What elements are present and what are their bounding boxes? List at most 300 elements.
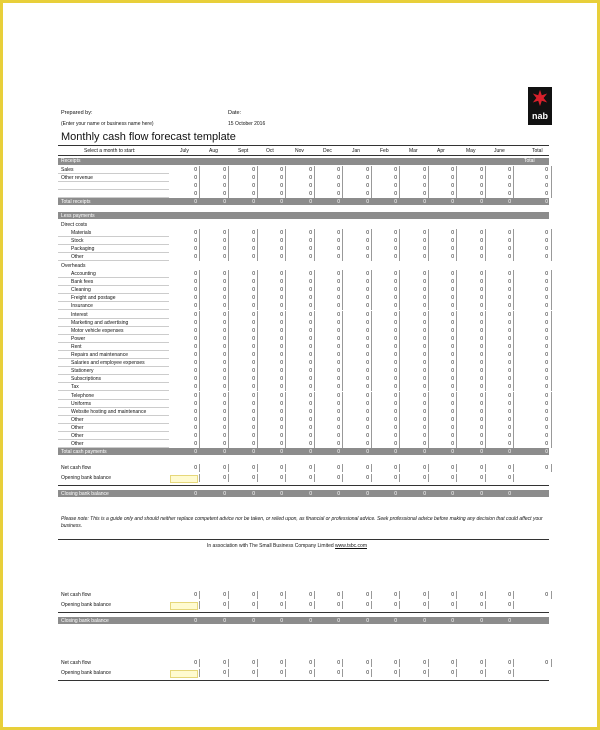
value-cell[interactable]: 0 [508, 465, 511, 471]
value-cell[interactable]: 0 [337, 238, 340, 244]
value-cell[interactable]: 0 [480, 279, 483, 286]
value-cell[interactable]: 0 [223, 183, 226, 189]
value-cell[interactable]: 0 [337, 424, 340, 431]
value-cell[interactable]: 0 [194, 311, 197, 318]
value-cell[interactable]: 0 [280, 424, 283, 431]
value-cell[interactable]: 0 [423, 191, 426, 197]
value-cell[interactable]: 0 [451, 384, 454, 391]
value-cell[interactable]: 0 [309, 368, 312, 375]
value-cell[interactable]: 0 [194, 384, 197, 391]
value-cell[interactable]: 0 [508, 368, 511, 375]
value-cell[interactable]: 0 [252, 465, 255, 471]
value-cell[interactable]: 0 [309, 392, 312, 399]
value-cell[interactable]: 0 [309, 670, 312, 676]
value-cell[interactable]: 0 [480, 183, 483, 189]
value-cell[interactable]: 0 [366, 175, 369, 181]
value-cell[interactable]: 0 [451, 465, 454, 471]
value-cell[interactable]: 0 [394, 238, 397, 244]
value-cell[interactable]: 0 [252, 191, 255, 197]
value-cell[interactable]: 0 [423, 660, 426, 666]
value-cell[interactable]: 0 [394, 491, 397, 497]
value-cell[interactable]: 0 [223, 384, 226, 391]
value-cell[interactable]: 0 [194, 167, 197, 173]
value-cell[interactable]: 0 [480, 465, 483, 471]
value-cell[interactable]: 0 [545, 271, 548, 277]
value-cell[interactable]: 0 [451, 327, 454, 334]
value-cell[interactable]: 0 [545, 254, 548, 260]
value-cell[interactable]: 0 [223, 191, 226, 197]
value-cell[interactable]: 0 [480, 303, 483, 310]
value-cell[interactable]: 0 [280, 392, 283, 399]
value-cell[interactable]: 0 [480, 592, 483, 598]
opening-balance-input[interactable] [170, 670, 198, 678]
value-cell[interactable]: 0 [252, 360, 255, 367]
value-cell[interactable]: 0 [366, 230, 369, 236]
value-cell[interactable]: 0 [366, 670, 369, 676]
value-cell[interactable]: 0 [309, 199, 312, 205]
value-cell[interactable]: 0 [280, 352, 283, 358]
value-cell[interactable]: 0 [337, 230, 340, 236]
value-cell[interactable]: 0 [223, 441, 226, 448]
value-cell[interactable]: 0 [223, 238, 226, 244]
value-cell[interactable]: 0 [480, 311, 483, 318]
value-cell[interactable]: 0 [309, 254, 312, 260]
value-cell[interactable]: 0 [366, 602, 369, 608]
value-cell[interactable]: 0 [394, 246, 397, 252]
value-cell[interactable]: 0 [252, 167, 255, 173]
value-cell[interactable]: 0 [480, 618, 483, 624]
value-cell[interactable]: 0 [252, 449, 255, 455]
value-cell[interactable]: 0 [366, 592, 369, 598]
value-cell[interactable]: 0 [545, 319, 548, 326]
value-cell[interactable]: 0 [252, 441, 255, 448]
value-cell[interactable]: 0 [337, 199, 340, 205]
value-cell[interactable]: 0 [480, 327, 483, 334]
value-cell[interactable]: 0 [280, 670, 283, 676]
value-cell[interactable]: 0 [223, 360, 226, 367]
value-cell[interactable]: 0 [194, 295, 197, 302]
value-cell[interactable]: 0 [280, 287, 283, 294]
value-cell[interactable]: 0 [451, 199, 454, 205]
value-cell[interactable]: 0 [337, 352, 340, 358]
value-cell[interactable]: 0 [223, 602, 226, 608]
value-cell[interactable]: 0 [451, 279, 454, 286]
value-cell[interactable]: 0 [366, 465, 369, 471]
value-cell[interactable]: 0 [451, 618, 454, 624]
value-cell[interactable]: 0 [394, 311, 397, 318]
value-cell[interactable]: 0 [309, 238, 312, 244]
value-cell[interactable]: 0 [423, 319, 426, 326]
value-cell[interactable]: 0 [545, 433, 548, 439]
value-cell[interactable]: 0 [394, 303, 397, 310]
value-cell[interactable]: 0 [194, 660, 197, 666]
value-cell[interactable]: 0 [194, 352, 197, 358]
value-cell[interactable]: 0 [508, 230, 511, 236]
value-cell[interactable]: 0 [223, 416, 226, 423]
value-cell[interactable]: 0 [394, 424, 397, 431]
value-cell[interactable]: 0 [451, 400, 454, 407]
value-cell[interactable]: 0 [508, 319, 511, 326]
value-cell[interactable]: 0 [508, 384, 511, 391]
value-cell[interactable]: 0 [366, 303, 369, 310]
value-cell[interactable]: 0 [309, 424, 312, 431]
value-cell[interactable]: 0 [423, 368, 426, 375]
value-cell[interactable]: 0 [480, 175, 483, 181]
value-cell[interactable]: 0 [194, 376, 197, 383]
value-cell[interactable]: 0 [337, 327, 340, 334]
value-cell[interactable]: 0 [451, 175, 454, 181]
value-cell[interactable]: 0 [223, 230, 226, 236]
value-cell[interactable]: 0 [252, 618, 255, 624]
value-cell[interactable]: 0 [508, 343, 511, 350]
value-cell[interactable]: 0 [337, 475, 340, 481]
value-cell[interactable]: 0 [480, 167, 483, 173]
value-cell[interactable]: 0 [423, 360, 426, 367]
value-cell[interactable]: 0 [394, 360, 397, 367]
value-cell[interactable]: 0 [309, 441, 312, 448]
value-cell[interactable]: 0 [480, 352, 483, 358]
value-cell[interactable]: 0 [223, 311, 226, 318]
value-cell[interactable]: 0 [309, 449, 312, 455]
value-cell[interactable]: 0 [223, 335, 226, 342]
value-cell[interactable]: 0 [194, 191, 197, 197]
value-cell[interactable]: 0 [480, 254, 483, 260]
value-cell[interactable]: 0 [394, 408, 397, 415]
value-cell[interactable]: 0 [223, 424, 226, 431]
value-cell[interactable]: 0 [337, 592, 340, 598]
value-cell[interactable]: 0 [337, 287, 340, 294]
value-cell[interactable]: 0 [451, 449, 454, 455]
value-cell[interactable]: 0 [309, 360, 312, 367]
value-cell[interactable]: 0 [309, 400, 312, 407]
value-cell[interactable]: 0 [280, 335, 283, 342]
value-cell[interactable]: 0 [423, 343, 426, 350]
value-cell[interactable]: 0 [280, 376, 283, 383]
value-cell[interactable]: 0 [366, 491, 369, 497]
value-cell[interactable]: 0 [394, 392, 397, 399]
value-cell[interactable]: 0 [545, 199, 548, 205]
value-cell[interactable]: 0 [223, 400, 226, 407]
value-cell[interactable]: 0 [309, 279, 312, 286]
value-cell[interactable]: 0 [508, 279, 511, 286]
value-cell[interactable]: 0 [337, 191, 340, 197]
value-cell[interactable]: 0 [545, 360, 548, 367]
value-cell[interactable]: 0 [223, 303, 226, 310]
value-cell[interactable]: 0 [545, 335, 548, 342]
value-cell[interactable]: 0 [280, 618, 283, 624]
value-cell[interactable]: 0 [423, 279, 426, 286]
value-cell[interactable]: 0 [545, 238, 548, 244]
value-cell[interactable]: 0 [252, 343, 255, 350]
value-cell[interactable]: 0 [423, 376, 426, 383]
value-cell[interactable]: 0 [480, 246, 483, 252]
value-cell[interactable]: 0 [366, 295, 369, 302]
value-cell[interactable]: 0 [309, 343, 312, 350]
value-cell[interactable]: 0 [337, 449, 340, 455]
value-cell[interactable]: 0 [480, 271, 483, 277]
value-cell[interactable]: 0 [394, 352, 397, 358]
value-cell[interactable]: 0 [545, 183, 548, 189]
value-cell[interactable]: 0 [451, 319, 454, 326]
value-cell[interactable]: 0 [223, 618, 226, 624]
value-cell[interactable]: 0 [366, 433, 369, 439]
value-cell[interactable]: 0 [545, 368, 548, 375]
value-cell[interactable]: 0 [223, 433, 226, 439]
value-cell[interactable]: 0 [480, 392, 483, 399]
value-cell[interactable]: 0 [252, 175, 255, 181]
value-cell[interactable]: 0 [394, 295, 397, 302]
value-cell[interactable]: 0 [366, 360, 369, 367]
value-cell[interactable]: 0 [545, 376, 548, 383]
date-value[interactable]: 15 October 2016 [228, 121, 266, 127]
value-cell[interactable]: 0 [508, 360, 511, 367]
value-cell[interactable]: 0 [280, 271, 283, 277]
value-cell[interactable]: 0 [545, 303, 548, 310]
value-cell[interactable]: 0 [337, 295, 340, 302]
value-cell[interactable]: 0 [508, 199, 511, 205]
value-cell[interactable]: 0 [337, 433, 340, 439]
value-cell[interactable]: 0 [280, 175, 283, 181]
value-cell[interactable]: 0 [280, 327, 283, 334]
value-cell[interactable]: 0 [545, 295, 548, 302]
value-cell[interactable]: 0 [280, 311, 283, 318]
value-cell[interactable]: 0 [508, 271, 511, 277]
value-cell[interactable]: 0 [252, 475, 255, 481]
value-cell[interactable]: 0 [223, 246, 226, 252]
value-cell[interactable]: 0 [451, 238, 454, 244]
value-cell[interactable]: 0 [337, 319, 340, 326]
value-cell[interactable]: 0 [508, 416, 511, 423]
value-cell[interactable]: 0 [423, 424, 426, 431]
value-cell[interactable]: 0 [223, 295, 226, 302]
value-cell[interactable]: 0 [508, 408, 511, 415]
value-cell[interactable]: 0 [366, 246, 369, 252]
value-cell[interactable]: 0 [309, 287, 312, 294]
value-cell[interactable]: 0 [280, 400, 283, 407]
value-cell[interactable]: 0 [337, 254, 340, 260]
value-cell[interactable]: 0 [508, 670, 511, 676]
value-cell[interactable]: 0 [194, 327, 197, 334]
value-cell[interactable]: 0 [480, 191, 483, 197]
value-cell[interactable]: 0 [480, 491, 483, 497]
value-cell[interactable]: 0 [223, 465, 226, 471]
value-cell[interactable]: 0 [223, 475, 226, 481]
value-cell[interactable]: 0 [480, 670, 483, 676]
value-cell[interactable]: 0 [194, 408, 197, 415]
value-cell[interactable]: 0 [394, 199, 397, 205]
value-cell[interactable]: 0 [545, 392, 548, 399]
value-cell[interactable]: 0 [280, 475, 283, 481]
value-cell[interactable]: 0 [366, 199, 369, 205]
value-cell[interactable]: 0 [280, 602, 283, 608]
value-cell[interactable]: 0 [451, 191, 454, 197]
value-cell[interactable]: 0 [480, 368, 483, 375]
value-cell[interactable]: 0 [366, 384, 369, 391]
value-cell[interactable]: 0 [280, 408, 283, 415]
value-cell[interactable]: 0 [366, 392, 369, 399]
value-cell[interactable]: 0 [309, 191, 312, 197]
value-cell[interactable]: 0 [337, 343, 340, 350]
value-cell[interactable]: 0 [280, 416, 283, 423]
value-cell[interactable]: 0 [337, 368, 340, 375]
value-cell[interactable]: 0 [508, 246, 511, 252]
value-cell[interactable]: 0 [394, 175, 397, 181]
value-cell[interactable]: 0 [508, 491, 511, 497]
value-cell[interactable]: 0 [280, 441, 283, 448]
value-cell[interactable]: 0 [366, 449, 369, 455]
value-cell[interactable]: 0 [480, 384, 483, 391]
value-cell[interactable]: 0 [337, 441, 340, 448]
value-cell[interactable]: 0 [280, 384, 283, 391]
value-cell[interactable]: 0 [423, 465, 426, 471]
value-cell[interactable]: 0 [394, 416, 397, 423]
value-cell[interactable]: 0 [451, 360, 454, 367]
value-cell[interactable]: 0 [480, 287, 483, 294]
value-cell[interactable]: 0 [423, 602, 426, 608]
value-cell[interactable]: 0 [451, 335, 454, 342]
value-cell[interactable]: 0 [223, 352, 226, 358]
value-cell[interactable]: 0 [280, 491, 283, 497]
value-cell[interactable]: 0 [480, 475, 483, 481]
value-cell[interactable]: 0 [223, 660, 226, 666]
value-cell[interactable]: 0 [545, 327, 548, 334]
value-cell[interactable]: 0 [252, 670, 255, 676]
value-cell[interactable]: 0 [423, 392, 426, 399]
value-cell[interactable]: 0 [366, 183, 369, 189]
value-cell[interactable]: 0 [337, 465, 340, 471]
value-cell[interactable]: 0 [508, 618, 511, 624]
value-cell[interactable]: 0 [508, 287, 511, 294]
value-cell[interactable]: 0 [252, 199, 255, 205]
value-cell[interactable]: 0 [280, 592, 283, 598]
value-cell[interactable]: 0 [451, 287, 454, 294]
value-cell[interactable]: 0 [309, 618, 312, 624]
value-cell[interactable]: 0 [423, 400, 426, 407]
value-cell[interactable]: 0 [366, 416, 369, 423]
value-cell[interactable]: 0 [194, 287, 197, 294]
value-cell[interactable]: 0 [423, 327, 426, 334]
value-cell[interactable]: 0 [223, 175, 226, 181]
value-cell[interactable]: 0 [252, 392, 255, 399]
value-cell[interactable]: 0 [451, 670, 454, 676]
value-cell[interactable]: 0 [280, 191, 283, 197]
value-cell[interactable]: 0 [337, 400, 340, 407]
value-cell[interactable]: 0 [280, 254, 283, 260]
value-cell[interactable]: 0 [394, 279, 397, 286]
value-cell[interactable]: 0 [280, 660, 283, 666]
value-cell[interactable]: 0 [337, 416, 340, 423]
value-cell[interactable]: 0 [394, 449, 397, 455]
value-cell[interactable]: 0 [480, 408, 483, 415]
value-cell[interactable]: 0 [223, 368, 226, 375]
value-cell[interactable]: 0 [280, 199, 283, 205]
value-cell[interactable]: 0 [337, 335, 340, 342]
value-cell[interactable]: 0 [252, 254, 255, 260]
value-cell[interactable]: 0 [508, 475, 511, 481]
value-cell[interactable]: 0 [451, 392, 454, 399]
value-cell[interactable]: 0 [508, 303, 511, 310]
value-cell[interactable]: 0 [223, 327, 226, 334]
value-cell[interactable]: 0 [545, 465, 548, 471]
value-cell[interactable]: 0 [252, 400, 255, 407]
value-cell[interactable]: 0 [223, 199, 226, 205]
value-cell[interactable]: 0 [508, 592, 511, 598]
value-cell[interactable]: 0 [451, 433, 454, 439]
value-cell[interactable]: 0 [280, 238, 283, 244]
value-cell[interactable]: 0 [423, 449, 426, 455]
value-cell[interactable]: 0 [252, 592, 255, 598]
value-cell[interactable]: 0 [252, 183, 255, 189]
value-cell[interactable]: 0 [252, 279, 255, 286]
value-cell[interactable]: 0 [508, 376, 511, 383]
value-cell[interactable]: 0 [309, 465, 312, 471]
value-cell[interactable]: 0 [252, 230, 255, 236]
value-cell[interactable]: 0 [366, 376, 369, 383]
value-cell[interactable]: 0 [423, 352, 426, 358]
value-cell[interactable]: 0 [394, 400, 397, 407]
value-cell[interactable]: 0 [545, 384, 548, 391]
value-cell[interactable]: 0 [309, 167, 312, 173]
value-cell[interactable]: 0 [394, 670, 397, 676]
value-cell[interactable]: 0 [545, 400, 548, 407]
value-cell[interactable]: 0 [545, 343, 548, 350]
value-cell[interactable]: 0 [252, 416, 255, 423]
value-cell[interactable]: 0 [394, 368, 397, 375]
value-cell[interactable]: 0 [252, 352, 255, 358]
value-cell[interactable]: 0 [280, 303, 283, 310]
value-cell[interactable]: 0 [451, 441, 454, 448]
value-cell[interactable]: 0 [194, 392, 197, 399]
value-cell[interactable]: 0 [309, 246, 312, 252]
value-cell[interactable]: 0 [194, 433, 197, 439]
value-cell[interactable]: 0 [252, 319, 255, 326]
value-cell[interactable]: 0 [309, 352, 312, 358]
value-cell[interactable]: 0 [508, 191, 511, 197]
value-cell[interactable]: 0 [480, 441, 483, 448]
value-cell[interactable]: 0 [480, 199, 483, 205]
value-cell[interactable]: 0 [194, 271, 197, 277]
value-cell[interactable]: 0 [280, 183, 283, 189]
value-cell[interactable]: 0 [194, 230, 197, 236]
value-cell[interactable]: 0 [508, 424, 511, 431]
value-cell[interactable]: 0 [480, 360, 483, 367]
value-cell[interactable]: 0 [194, 465, 197, 471]
value-cell[interactable]: 0 [223, 670, 226, 676]
value-cell[interactable]: 0 [366, 368, 369, 375]
value-cell[interactable]: 0 [423, 592, 426, 598]
value-cell[interactable]: 0 [480, 319, 483, 326]
value-cell[interactable]: 0 [394, 384, 397, 391]
value-cell[interactable]: 0 [508, 392, 511, 399]
value-cell[interactable]: 0 [223, 392, 226, 399]
value-cell[interactable]: 0 [394, 271, 397, 277]
value-cell[interactable]: 0 [366, 441, 369, 448]
value-cell[interactable]: 0 [423, 230, 426, 236]
value-cell[interactable]: 0 [309, 295, 312, 302]
value-cell[interactable]: 0 [280, 449, 283, 455]
value-cell[interactable]: 0 [508, 449, 511, 455]
value-cell[interactable]: 0 [194, 416, 197, 423]
value-cell[interactable]: 0 [309, 602, 312, 608]
value-cell[interactable]: 0 [480, 416, 483, 423]
value-cell[interactable]: 0 [194, 449, 197, 455]
value-cell[interactable]: 0 [480, 400, 483, 407]
value-cell[interactable]: 0 [194, 199, 197, 205]
value-cell[interactable]: 0 [545, 246, 548, 252]
value-cell[interactable]: 0 [508, 660, 511, 666]
value-cell[interactable]: 0 [394, 191, 397, 197]
value-cell[interactable]: 0 [423, 167, 426, 173]
